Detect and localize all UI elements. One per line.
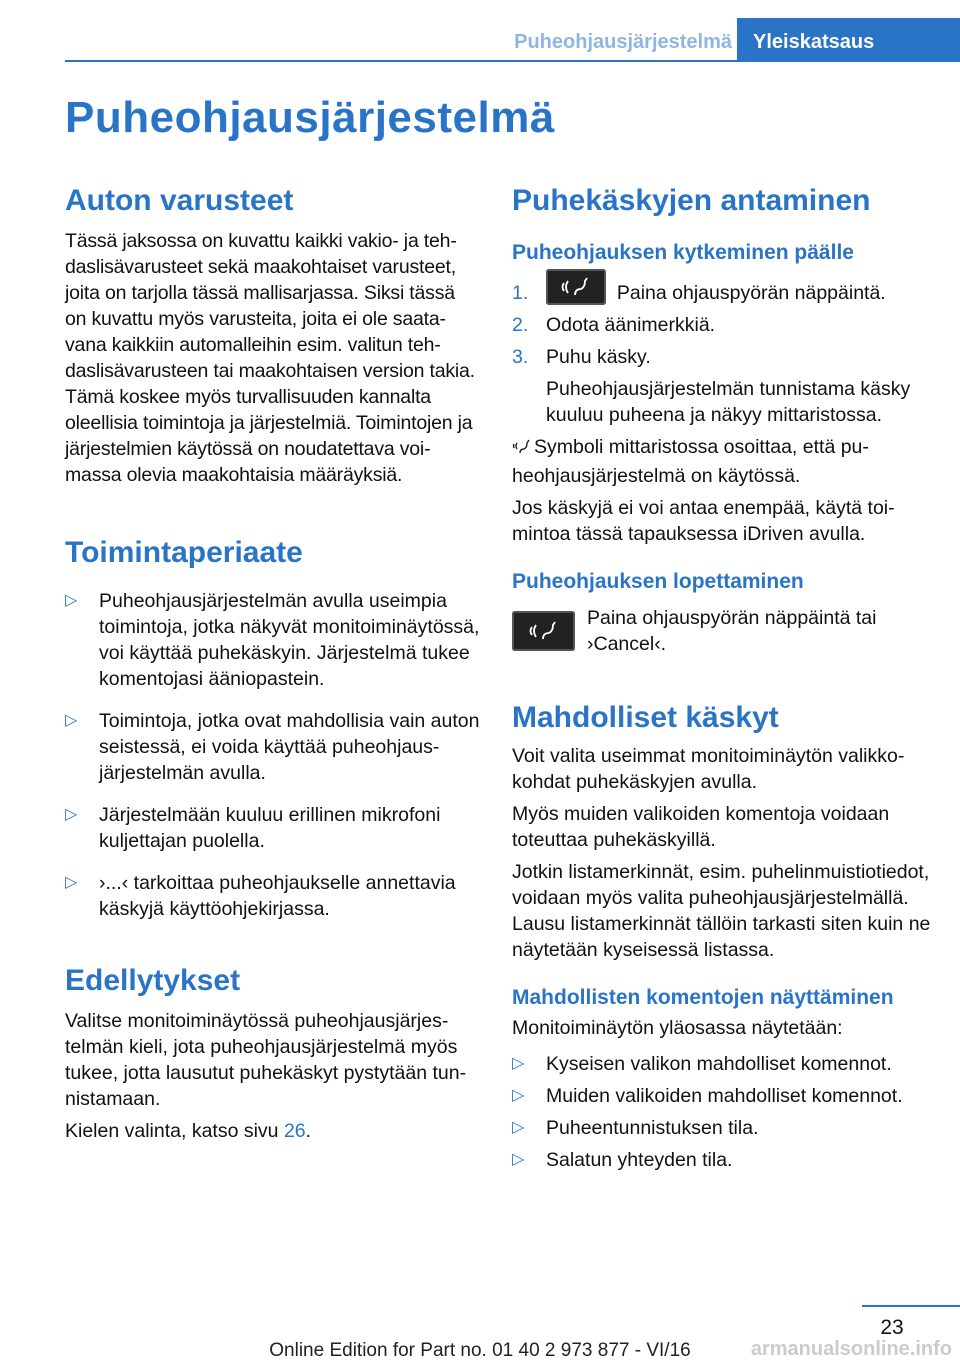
voice-symbol-icon — [512, 436, 534, 463]
heading-komentojen-nayttaminen: Mahdollisten komentojen näyttäminen — [512, 986, 894, 1009]
triangle-bullet-icon: ▷ — [65, 806, 78, 823]
heading-puhekaskyjen-antaminen: Puhekäskyjen antaminen — [512, 184, 871, 217]
list-item: ▷ Puheentunnistuksen tila. — [512, 1117, 759, 1139]
list-item: ▷ Kyseisen valikon mahdolliset komennot. — [512, 1053, 892, 1075]
left-column — [65, 180, 480, 1144]
triangle-bullet-icon: ▷ — [65, 592, 78, 609]
list-item: ▷ Puheohjausjärjestelmän avulla useimpia toimintoja, jotka näkyvät monitoiminäytössä, voi käyttää puhekäskyin. Järjestelmä tukee komentojasi ääniopastein. — [65, 590, 480, 690]
heading-toimintaperiaate: Toimintaperiaate — [65, 536, 303, 569]
triangle-bullet-icon: ▷ — [512, 1119, 525, 1136]
heading-lopettaminen: Puheohjauksen lopettaminen — [512, 570, 804, 593]
step-item: 3. Puhu käsky. Puheohjausjärjestelmän tunnistama käsky kuuluu puheena ja näkyy mittaristossa. — [512, 344, 932, 428]
page-number: 23 — [880, 1316, 904, 1339]
list-item: ▷ Muiden valikoiden mahdolliset komennot. — [512, 1085, 903, 1107]
step-item: 2. Odota äänimerkkiä. — [512, 314, 716, 336]
voice-button-icon — [546, 269, 606, 305]
stop-instruction — [512, 605, 932, 657]
triangle-bullet-icon: ▷ — [512, 1087, 525, 1104]
triangle-bullet-icon: ▷ — [65, 874, 78, 891]
triangle-bullet-icon: ▷ — [65, 712, 78, 729]
mahdolliset-p3: Jotkin listamerkinnät, esim. puhelinmuistiotiedot, voidaan myös valita puheohjausjärjestelmällä. Lausu listamerkinnät tällöin tarkasti siten kuin ne näytetään kyseisessä listassa. — [512, 861, 931, 961]
auton-varusteet-text: Tässä jaksossa on kuvattu kaikki vakio- ja tehdaslisävarusteet sekä maakohtaiset varusteet, joita on tarjolla tässä mallisarjassa. Siksi tässä on kuvattu myös varusteita, joita ei ole saatavana kaikkiin automalleihin esim. valitun tehdaslisävarusteen tai maakohtaisen version takia. Tämä koskee myös turvallisuuden kannalta oleellisia toimintoja ja järjestelmiä. Toimintojen ja järjestelmien käytössä on noudatettava voimassa olevia maakohtaisia määräyksiä. — [65, 230, 475, 486]
page-link-26[interactable]: 26 — [283, 1120, 306, 1142]
heading-edellytykset: Edellytykset — [65, 964, 241, 997]
footer-rule — [862, 1305, 960, 1307]
step-item: 1. Paina ohjauspyörän näppäintä. — [512, 280, 932, 306]
language-reference: Kielen valinta, katso sivu 26. — [65, 1120, 312, 1142]
header-rule — [65, 60, 960, 62]
mahdolliset-p1: Voit valita useimmat monitoiminäytön valikkokohdat puhekäskyjen avulla. — [512, 745, 905, 793]
right-column — [512, 180, 932, 1173]
edellytykset-text: Valitse monitoiminäytössä puheohjausjärjestelmän kieli, jota puheohjausjärjestelmä myös tukee, jotta lausutut puhekäskyt pystytään tunnistamaan. — [65, 1010, 467, 1110]
page-title: Puheohjausjärjestelmä — [65, 93, 555, 142]
list-item: ▷ Järjestelmään kuuluu erillinen mikrofoni kuljettajan puolella. — [65, 804, 441, 852]
stop-text: Paina ohjauspyörän näppäintä tai ›Cancel‹. — [587, 607, 877, 655]
header-tab-overview[interactable]: Yleiskatsaus — [737, 18, 960, 62]
heading-kytkeminen-paalle: Puheohjauksen kytkeminen päälle — [512, 241, 854, 264]
list-item: ▷ Salatun yhteyden tila. — [512, 1149, 733, 1171]
watermark: armanualsonline.info — [750, 1338, 952, 1360]
list-item: ▷ ›...‹ tarkoittaa puheohjaukselle annettavia käskyjä käyttöohjekirjassa. — [65, 872, 456, 920]
heading-mahdolliset-kaskyt: Mahdolliset käskyt — [512, 701, 779, 734]
komentojen-intro: Monitoiminäytön yläosassa näytetään: — [512, 1017, 843, 1039]
voice-button-icon — [512, 611, 575, 651]
symbol-note: Symboli mittaristossa osoittaa, että puheohjausjärjestelmä on käytössä. — [512, 436, 869, 487]
step-3-detail: Puheohjausjärjestelmän tunnistama käsky kuuluu puheena ja näkyy mittaristossa. — [546, 378, 911, 426]
activation-steps — [512, 280, 932, 428]
heading-auton-varusteet: Auton varusteet — [65, 184, 294, 217]
triangle-bullet-icon: ▷ — [512, 1055, 525, 1072]
komentojen-list — [512, 1051, 932, 1173]
toimintaperiaate-list — [65, 588, 480, 922]
footer-edition: Online Edition for Part no. 01 40 2 973 877 - VI/16 — [269, 1340, 691, 1361]
header-section-title: Puheohjausjärjestelmä — [514, 31, 732, 53]
triangle-bullet-icon: ▷ — [512, 1151, 525, 1168]
mahdolliset-p2: Myös muiden valikoiden komentoja voidaan toteuttaa puhekäskyillä. — [512, 803, 890, 851]
list-item: ▷ Toimintoja, jotka ovat mahdollisia vain auton seistessä, ei voida käyttää puheohjausjärjestelmän avulla. — [65, 710, 480, 784]
idrive-fallback-text: Jos käskyjä ei voi antaa enempää, käytä toimintoa tässä tapauksessa iDriven avulla. — [512, 497, 895, 545]
